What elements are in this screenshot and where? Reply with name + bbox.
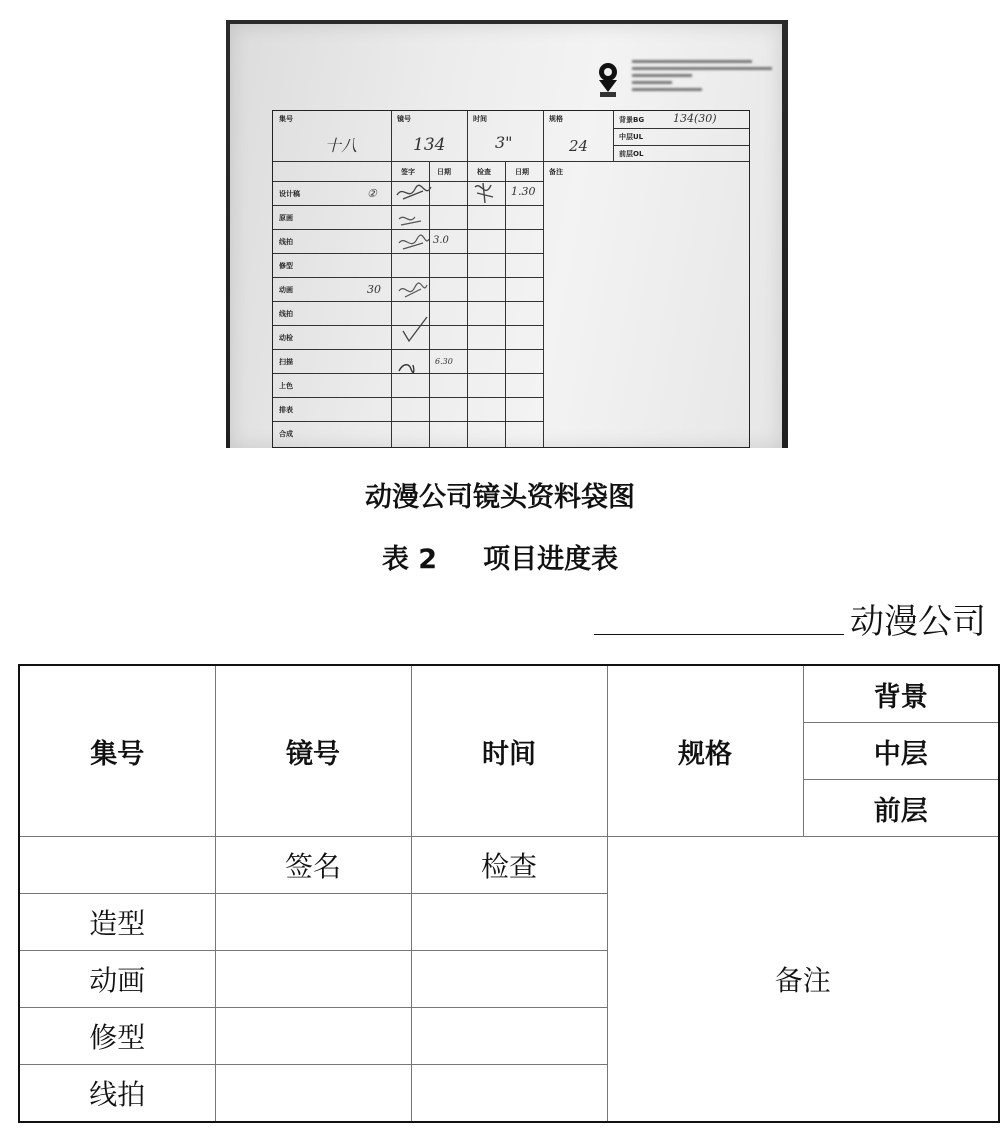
check-cell[interactable] — [411, 894, 607, 951]
handwritten-shot: 134 — [413, 135, 446, 155]
remarks-cell: 备注 — [607, 837, 999, 1123]
form-row-label: 上色 — [279, 382, 293, 390]
shot-form — [272, 110, 750, 448]
check-cell[interactable] — [411, 1065, 607, 1123]
blurred-company-info — [632, 60, 782, 100]
header-layer-background: 背景 — [803, 665, 999, 723]
handwritten-signatures — [393, 181, 543, 351]
company-name: 动漫公司 — [850, 602, 986, 642]
header-layer-middle: 中层 — [803, 723, 999, 780]
form-row-label: 动画 — [279, 286, 293, 294]
row-label-modeling: 造型 — [19, 894, 215, 951]
company-name-blank-line — [594, 634, 844, 635]
form-label-ol: 前层OL — [619, 150, 644, 158]
header-layer-front: 前层 — [803, 780, 999, 837]
paper-sheet — [230, 24, 782, 448]
form-row-label: 原画 — [279, 214, 293, 222]
form-sub-sign: 签字 — [401, 168, 415, 176]
form-row-label: 动检 — [279, 334, 293, 342]
form-row-label: 线拍 — [279, 238, 293, 246]
company-logo-icon — [594, 58, 622, 98]
table-title: 项目进度表 — [483, 544, 619, 575]
sign-cell[interactable] — [215, 1065, 411, 1123]
form-label-spec: 规格 — [549, 115, 563, 123]
form-sub-check: 检查 — [477, 168, 491, 176]
header-time: 时间 — [411, 665, 607, 837]
shot-envelope-photo — [226, 20, 788, 448]
header-episode: 集号 — [19, 665, 215, 837]
check-cell[interactable] — [411, 1008, 607, 1065]
handwritten-lineshot-date: 3.0 — [433, 235, 449, 246]
handwritten-time: 3" — [495, 133, 513, 152]
sign-cell[interactable] — [215, 894, 411, 951]
row-label-cleanup: 修型 — [19, 1008, 215, 1065]
table-caption — [0, 537, 1000, 576]
handwritten-design-date: 1.30 — [511, 185, 536, 198]
row-label-line-test: 线拍 — [19, 1065, 215, 1123]
form-row-label: 合成 — [279, 430, 293, 438]
form-row-label: 修型 — [279, 262, 293, 270]
form-label-time: 时间 — [473, 115, 487, 123]
form-label-shot: 镜号 — [397, 115, 411, 123]
table-cell-empty — [19, 837, 215, 894]
table-number: 表 2 — [381, 544, 438, 575]
project-progress-table — [18, 664, 1000, 1123]
handwritten-anim-note: 30 — [367, 283, 381, 296]
handwritten-episode: 十八 — [325, 136, 358, 155]
scan-mark-icon — [397, 361, 417, 375]
form-sub-remarks: 备注 — [549, 168, 563, 176]
check-cell[interactable] — [411, 951, 607, 1008]
subheader-sign: 签名 — [215, 837, 411, 894]
form-row-label: 扫描 — [279, 358, 293, 366]
handwritten-design-note: ② — [367, 187, 377, 200]
handwritten-scan-date: 6.30 — [435, 357, 453, 366]
form-label-bg: 背景BG — [619, 116, 645, 124]
form-row-label: 排表 — [279, 406, 293, 414]
form-sub-date: 日期 — [437, 168, 451, 176]
header-shot: 镜号 — [215, 665, 411, 837]
sign-cell[interactable] — [215, 1008, 411, 1065]
row-label-animation: 动画 — [19, 951, 215, 1008]
sign-cell[interactable] — [215, 951, 411, 1008]
form-row-label: 线拍 — [279, 310, 293, 318]
photo-caption: 动漫公司镜头资料袋图 — [365, 482, 635, 513]
handwritten-spec: 24 — [569, 137, 589, 155]
form-label-ul: 中层UL — [619, 133, 644, 141]
form-row-label: 设计稿 — [279, 190, 300, 198]
subheader-check: 检查 — [411, 837, 607, 894]
header-spec: 规格 — [607, 665, 803, 837]
form-sub-date2: 日期 — [515, 168, 529, 176]
handwritten-bg: 134(30) — [673, 112, 717, 125]
form-label-episode: 集号 — [279, 115, 293, 123]
